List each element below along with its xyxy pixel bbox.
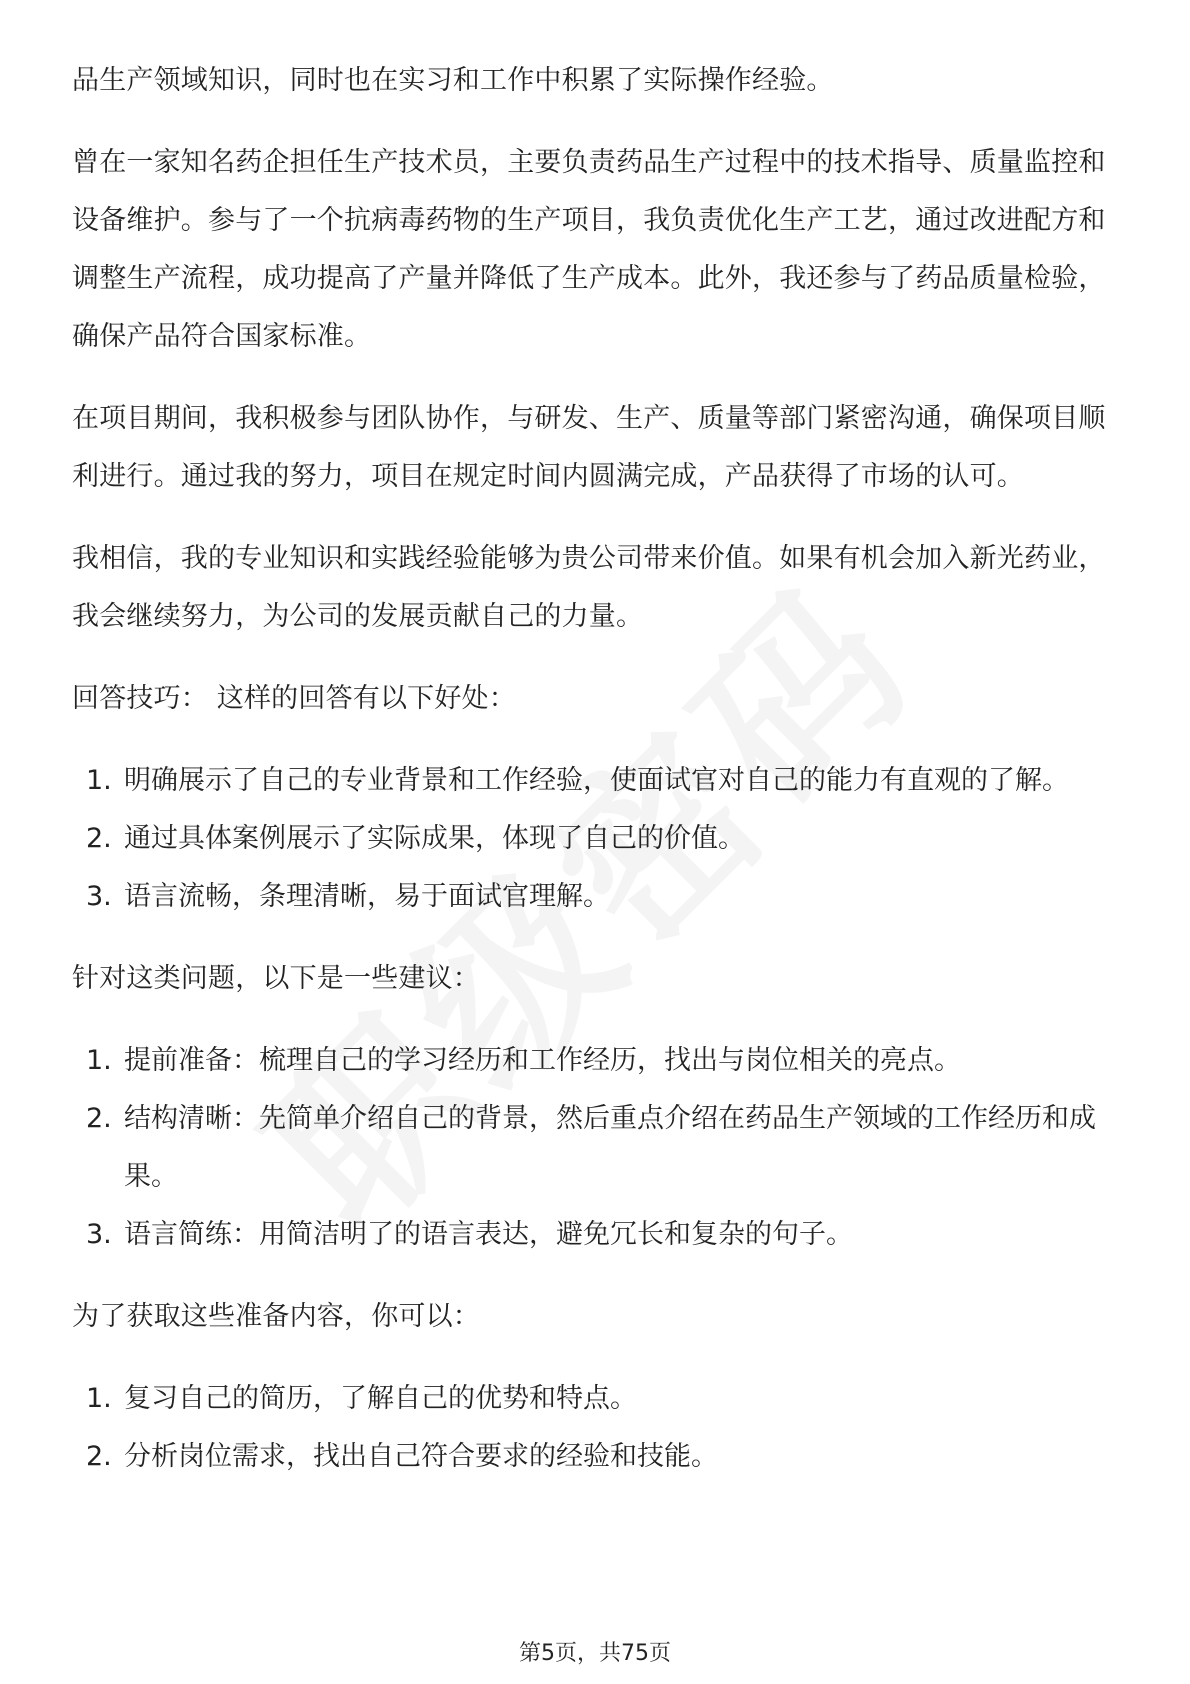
document-body [72,52,1122,1510]
list-item: 3. 语言流畅，条理清晰，易于面试官理解。 [86,881,610,912]
list-item: 1. 复习自己的简历，了解自己的优势和特点。 [86,1383,637,1414]
paragraph-4: 我相信，我的专业知识和实践经验能够为贵公司带来价值。如果有机会加入新光药业，我会继续努力，为公司的发展贡献自己的力量。 [72,543,1106,632]
preparation-heading: 为了获取这些准备内容，你可以： [72,1301,480,1332]
list-item: 3. 语言简练：用简洁明了的语言表达，避免冗长和复杂的句子。 [86,1219,853,1250]
paragraph-1: 品生产领域知识，同时也在实习和工作中积累了实际操作经验。 [72,65,834,96]
list-item: 2. 结构清晰：先简单介绍自己的背景，然后重点介绍在药品生产领域的工作经历和成果。 [86,1103,1096,1192]
suggestions-list [72,1032,1122,1264]
tips-heading: 回答技巧： 这样的回答有以下好处： [72,683,516,714]
preparation-list [72,1370,1122,1486]
paragraph-3: 在项目期间，我积极参与团队协作，与研发、生产、质量等部门紧密沟通，确保项目顺利进行。通过我的努力，项目在规定时间内圆满完成，产品获得了市场的认可。 [72,403,1106,492]
paragraph-2: 曾在一家知名药企担任生产技术员，主要负责药品生产过程中的技术指导、质量监控和设备维护。参与了一个抗病毒药物的生产项目，我负责优化生产工艺，通过改进配方和调整生产流程，成功提高了产量并降低了生产成本。此外，我还参与了药品质量检验，确保产品符合国家标准。 [72,147,1106,352]
list-item: 2. 通过具体案例展示了实际成果，体现了自己的价值。 [86,823,745,854]
suggestions-heading: 针对这类问题，以下是一些建议： [72,963,480,994]
list-item: 1. 明确展示了自己的专业背景和工作经验，使面试官对自己的能力有直观的了解。 [86,765,1069,796]
page-footer: 第5页，共75页 [519,1641,671,1666]
list-item: 1. 提前准备：梳理自己的学习经历和工作经历，找出与岗位相关的亮点。 [86,1045,961,1076]
list-item: 2. 分析岗位需求，找出自己符合要求的经验和技能。 [86,1441,718,1472]
tips-list [72,752,1122,926]
